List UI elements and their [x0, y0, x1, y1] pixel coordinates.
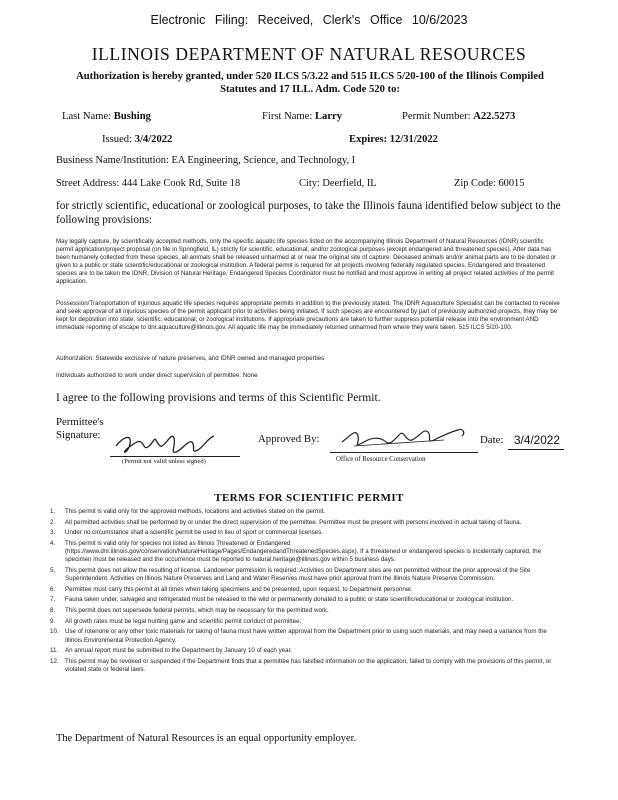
- date-value: 3/4/2022: [514, 433, 560, 447]
- term-text: This permit is valid only for the approved methods, locations and activities stated on the permit.: [65, 508, 326, 515]
- permittee-signature-label: [56, 416, 104, 442]
- issued-value: 3/4/2022: [134, 134, 173, 145]
- term-text: All permitted activities shall be performed by or under the direct supervision of the permittee. Permittee must be present with persons involved in actual taking of fauna.: [65, 518, 522, 526]
- term-number: 6.: [50, 585, 56, 593]
- term-text: All growth rates must be legal hunting game and scientific permit conduct of permittee.: [65, 617, 302, 625]
- last-name-label: Last Name:: [62, 111, 112, 122]
- city-value: Deerfield, IL: [322, 178, 377, 189]
- term-number: 3.: [50, 529, 56, 537]
- approver-signature-line: [330, 452, 478, 453]
- first-name-value: Larry: [314, 111, 343, 122]
- term-number: 10.: [50, 628, 59, 636]
- permit-number-value: A22.5273: [473, 111, 516, 122]
- term-text: Use of rotenone or any other toxic materials for taking of fauna must have written approval from the Department prior to using such materials, and may need a variance from the Illinois Environmental Protection Agency.: [65, 628, 547, 644]
- approved-by-label: Approved By:: [258, 433, 320, 445]
- first-name-label: First Name:: [262, 111, 313, 122]
- term-item: [50, 647, 562, 655]
- issued-label: Issued:: [102, 134, 133, 145]
- permittee-signature-line: [110, 456, 240, 457]
- expires-row: [349, 134, 438, 145]
- signature-validity-note: (Permit not valid unless signed): [122, 458, 206, 465]
- term-number: 11.: [50, 647, 59, 655]
- expires-label: Expires:: [349, 134, 388, 145]
- agreement-statement: I agree to the following provisions and terms of this Scientific Permit.: [56, 391, 381, 404]
- term-text: This permit does not supersede federal permits, which may be necessary for the permitted work.: [65, 607, 329, 615]
- terms-list: [50, 508, 562, 677]
- provision-2: Possession/Transportation of injurious aquatic life species requires appropriate permits in addition to the previously stated. The IDNR Aquaculture Specialist can be contacted to receive and seek approval of all injurious species of the permit applicant prior to activities being initiated. If such species are encountered by part of previously authorized projects, they may be kept for deposition into state, scientific, educational, or zoological institutions. If appropriate precautions are taken to further suppress potential release into the environment AND immediate reporting of escape to dnr.aquaculture@illinois.gov. All aquatic life may be immediately returned unharmed from where they were taken. 515 ILCS 5/20-100.: [56, 300, 560, 332]
- term-number: 4.: [50, 540, 56, 548]
- issued-row: [102, 134, 172, 145]
- last-name-row: [62, 111, 151, 122]
- provision-authorization: Authorization: Statewide exclusive of nature preserves, and IDNR owned and managed properties: [56, 355, 325, 362]
- date-line: [508, 449, 564, 450]
- term-text: Fauna taken under, salvaged and refrigerated must be released to the wild or permanently donated to a public or state scientific/educational or zoological institution.: [65, 596, 514, 604]
- business-label: Business Name/Institution:: [56, 155, 169, 166]
- term-item: [50, 540, 562, 564]
- provision-supervision: Individuals authorized to work under direct supervision of permittee: None: [56, 372, 258, 379]
- term-item: [50, 567, 562, 583]
- office-label: Office of Resource Conservation: [336, 456, 426, 463]
- permittee-label-line2: Signature:: [56, 429, 101, 441]
- zip-label: Zip Code:: [454, 178, 496, 189]
- term-number: 8.: [50, 607, 56, 615]
- term-item: [50, 658, 562, 674]
- city-row: [299, 178, 377, 189]
- expires-value: 12/31/2022: [389, 134, 438, 145]
- date-label: Date:: [480, 434, 504, 446]
- term-item: [50, 628, 562, 644]
- term-item: [50, 586, 562, 594]
- business-row: [56, 155, 355, 166]
- equal-opportunity-footer: The Department of Natural Resources is an equal opportunity employer.: [56, 733, 357, 744]
- term-text: This permit does not allow the resulting of license. Landowner permission is required. Activities on Department sites are not permitted without the prior approval of the Site Superintendent. Activities on Illinois Nature Preserves and Land and Water Reserves must have prior approval from the Illinois Nature Preserve Commission.: [65, 566, 531, 583]
- permittee-signature-image: [110, 424, 222, 460]
- zip-value: 60015: [498, 178, 525, 189]
- street-label: Street Address:: [56, 178, 120, 189]
- term-text: This permit may be revoked or suspended if the Department finds that a permittee has falsified information on the application, failed to comply with the provisions of this permit, or violated state or federal laws.: [65, 657, 552, 674]
- last-name-value: Bushing: [113, 111, 151, 122]
- first-name-row: [262, 111, 342, 122]
- filing-stamp: Electronic Filing: Received, Clerk's Office 10/6/2023: [150, 13, 468, 27]
- permittee-label-line1: Permittee's: [56, 416, 104, 428]
- page-title: ILLINOIS DEPARTMENT OF NATURAL RESOURCES: [91, 44, 527, 64]
- street-value: 444 Lake Cook Rd, Suite 18: [121, 178, 241, 189]
- term-number: 2.: [50, 518, 56, 526]
- business-value: EA Engineering, Science, and Technology, I: [171, 155, 356, 166]
- term-text: Under no circumstance shall a scientific permit be used in lieu of sport or commercial licenses.: [65, 529, 323, 537]
- term-number: 12.: [50, 657, 59, 665]
- term-item: [50, 607, 562, 615]
- permit-number-row: [402, 111, 515, 122]
- approver-signature-image: [334, 422, 474, 454]
- term-number: 5.: [50, 566, 56, 574]
- term-item: [50, 508, 562, 516]
- term-item: [50, 519, 562, 527]
- provision-1: May legally capture, by scientifically accepted methods, only the specific aquatic life species listed on the accompanying Illinois Department of Natural Resources (IDNR) scientific permit application/project proposal (on file in Springfield, IL) strictly for scientific, educational, and/or zoological purposes (except endangered and threatened species). After data has been humanely collected from these species, all animals shall be released unharmed at or near the original site of capture. Deceased animals and/or animal parts are to be donated or given to a public or state scientific/educational or zoological institution. A federal permit is required for all projects involving federally regulated species. Endangered and threatened species are to be taken the IDNR, Division of Natural Heritage, Endangered Species Coordinator must be notified and must approve in writing all project related activities of the permit application.: [56, 238, 557, 286]
- term-item: [50, 529, 562, 537]
- city-label: City:: [299, 178, 320, 189]
- term-text: This permit is valid only for species not listed as Illinois Threatened or Endangered (https://www.dnr.illinois.gov/conservation/NaturalHeritage/Pages/EndangeredandThreatenedSpecies.aspx). If a threatened or endangered species is incidentally captured, the specimen must be released and the occurrence must be reported to natural.heritage@illinois.gov within 5 business days.: [65, 540, 542, 564]
- terms-title: TERMS FOR SCIENTIFIC PERMIT: [214, 492, 404, 504]
- term-item: [50, 618, 562, 626]
- zip-row: [454, 178, 524, 189]
- authorization-statement: Authorization is hereby granted, under 520 ILCS 5/3.22 and 515 ILCS 5/20-100 of the Illinois Compiled Statutes and 17 ILL. Adm. Code 520 to:: [76, 71, 544, 95]
- purpose-statement: for strictly scientific, educational or zoological purposes, to take the Illinois fauna identified below subject to the following provisions:: [56, 200, 561, 226]
- term-text: Permittee must carry this permit at all times when taking specimens and be presented, upon request, to Department personnel.: [65, 585, 413, 593]
- term-item: [50, 596, 562, 604]
- term-number: 7.: [50, 596, 56, 604]
- term-number: 9.: [50, 617, 56, 625]
- permit-number-label: Permit Number:: [402, 111, 471, 122]
- term-text: An annual report must be submitted to the Department by January 10 of each year.: [65, 647, 293, 655]
- term-number: 1.: [50, 508, 56, 515]
- street-row: [56, 178, 240, 189]
